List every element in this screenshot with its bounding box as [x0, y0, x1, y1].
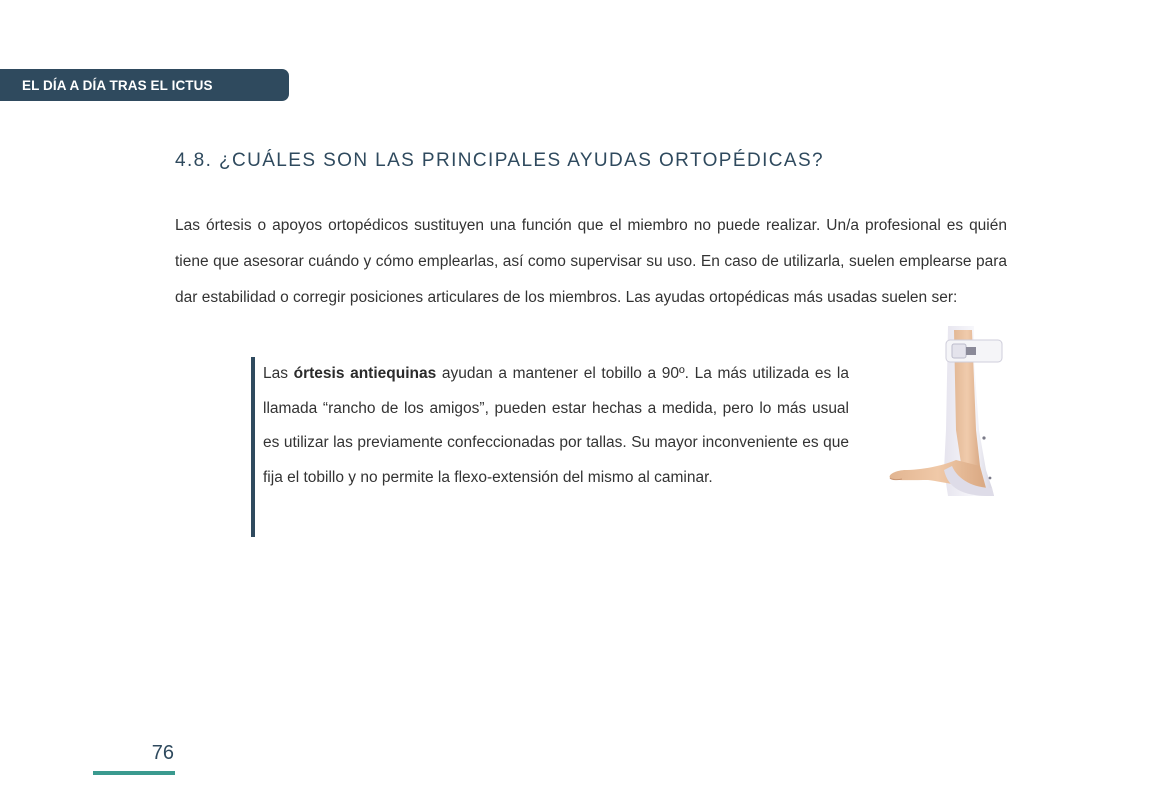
- note-term: órtesis antiequinas: [293, 365, 437, 382]
- section-heading: 4.8. ¿CUÁLES SON LAS PRINCIPALES AYUDAS ORTOPÉDICAS?: [175, 150, 824, 171]
- intro-paragraph: Las órtesis o apoyos ortopédicos sustituyen una función que el miembro no puede realizar. Un/a profesional es quién tiene que asesorar cuándo y cómo emplearlas, así como supervisar su uso. En caso de utilizarla, suelen emplearse para dar estabilidad o corregir posiciones articulares de los miembros. Las ayudas ortopédicas más usadas suelen ser:: [175, 217, 1007, 306]
- section-tab-label: EL DÍA A DÍA TRAS EL ICTUS: [22, 77, 213, 93]
- note-body: ayudan a mantener el tobillo a 90º. La más utilizada es la llamada “rancho de los amigos”, pueden estar hechas a medida, pero lo más usual es utilizar las previamente confeccionadas por tallas. Su mayor inconveniente es que fija el tobillo y no permite la flexo-extensión del mismo al caminar.: [263, 365, 849, 486]
- page-number-rule: [93, 771, 175, 775]
- note-paragraph: [263, 357, 849, 495]
- ankle-foot-orthosis-image: [882, 320, 1012, 500]
- section-tab: [0, 69, 289, 101]
- note-lead: Las: [263, 365, 294, 382]
- page-number: 76: [151, 742, 174, 764]
- orthosis-note: [251, 357, 849, 537]
